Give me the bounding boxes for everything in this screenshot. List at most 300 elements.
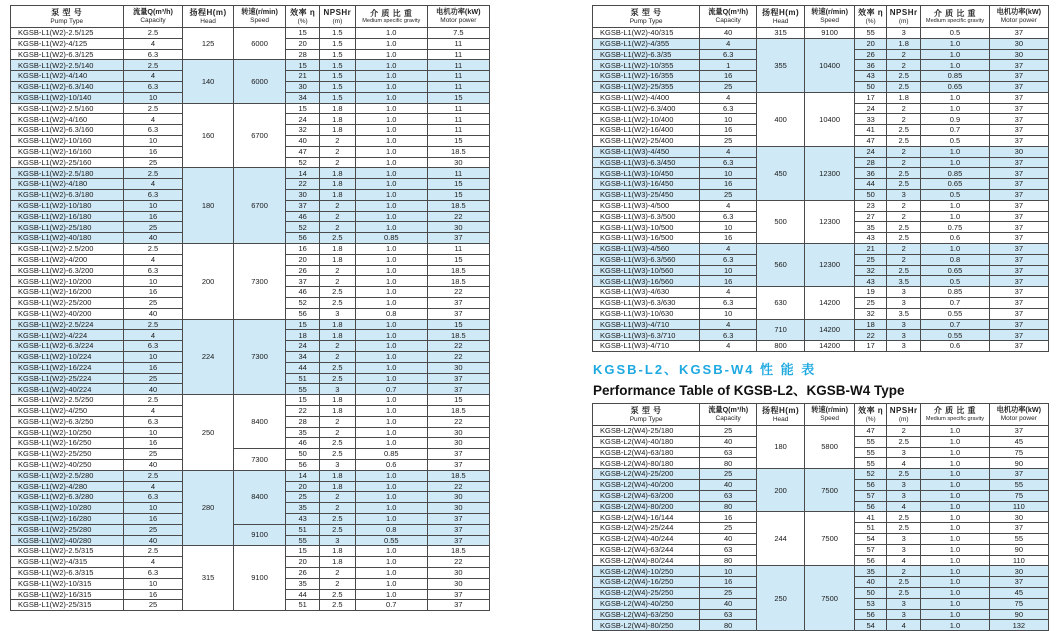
capacity-cell: 16 (700, 233, 757, 244)
efficiency-cell: 30 (286, 82, 320, 93)
speed-cell: 14200 (805, 287, 855, 319)
efficiency-cell: 35 (286, 427, 320, 438)
capacity-cell: 4 (700, 319, 757, 330)
head-cell: 250 (183, 395, 233, 471)
speed-cell: 12300 (805, 244, 855, 287)
gravity-cell: 1.0 (355, 503, 427, 514)
pump-type-cell: KGSB-L1(W3)-16/560 (593, 276, 700, 287)
pump-row (593, 38, 1049, 49)
power-cell: 30 (989, 146, 1048, 157)
efficiency-cell: 56 (855, 555, 887, 566)
pump-type-cell: KGSB-L2(W4)-40/180 (593, 436, 700, 447)
pump-type-cell: KGSB-L1(W3)-16/450 (593, 179, 700, 190)
npshr-cell: 2.5 (319, 513, 355, 524)
efficiency-cell: 20 (286, 481, 320, 492)
efficiency-cell: 36 (855, 168, 887, 179)
efficiency-cell: 52 (286, 297, 320, 308)
gravity-cell: 1.0 (355, 49, 427, 60)
pump-row (11, 449, 490, 460)
npshr-cell: 2 (319, 427, 355, 438)
power-cell: 18.5 (427, 276, 489, 287)
capacity-cell: 4 (123, 71, 183, 82)
pump-type-cell: KGSB-L1(W2)-6.3/250 (11, 416, 124, 427)
speed-cell: 12300 (805, 146, 855, 200)
npshr-cell: 2 (319, 222, 355, 233)
gravity-cell: 0.5 (921, 190, 989, 201)
gravity-cell: 0.85 (921, 168, 989, 179)
gravity-cell: 1.0 (355, 578, 427, 589)
capacity-cell: 16 (700, 71, 757, 82)
capacity-cell: 4 (123, 481, 183, 492)
pump-row (11, 470, 490, 481)
head-cell: 355 (757, 38, 805, 92)
efficiency-cell: 51 (855, 523, 887, 534)
pump-type-cell: KGSB-L1(W2)-4/224 (11, 330, 124, 341)
gravity-cell: 1.0 (355, 190, 427, 201)
power-cell: 30 (989, 512, 1048, 523)
npshr-cell: 3 (319, 308, 355, 319)
capacity-cell: 25 (123, 297, 183, 308)
pump-row (593, 92, 1049, 103)
pump-row (11, 319, 490, 330)
npshr-cell: 2 (319, 276, 355, 287)
pump-row (593, 287, 1049, 298)
efficiency-cell: 34 (286, 92, 320, 103)
pump-type-cell: KGSB-L1(W2)-16/200 (11, 287, 124, 298)
head-cell: 140 (183, 60, 233, 103)
capacity-cell: 16 (123, 211, 183, 222)
npshr-cell: 3 (319, 535, 355, 546)
column-header-capacity: 流量Q(m³/h) Capacity (700, 403, 757, 425)
power-cell: 37 (427, 373, 489, 384)
pump-type-cell: KGSB-L2(W4)-25/200 (593, 469, 700, 480)
gravity-cell: 0.55 (921, 330, 989, 341)
gravity-cell: 1.0 (355, 351, 427, 362)
npshr-cell: 2 (887, 157, 921, 168)
gravity-cell: 0.65 (921, 82, 989, 93)
capacity-cell: 6.3 (700, 330, 757, 341)
capacity-cell: 6.3 (123, 82, 183, 93)
power-cell: 37 (989, 523, 1048, 534)
pump-type-cell: KGSB-L1(W2)-25/224 (11, 373, 124, 384)
performance-table-l2-w4-table (592, 403, 1049, 631)
pump-type-cell: KGSB-L1(W2)-25/200 (11, 297, 124, 308)
npshr-cell: 1.5 (319, 38, 355, 49)
pump-type-cell: KGSB-L1(W2)-16/315 (11, 589, 124, 600)
pump-type-cell: KGSB-L2(W4)-40/250 (593, 598, 700, 609)
capacity-cell: 10 (700, 114, 757, 125)
npshr-cell: 3 (887, 609, 921, 620)
speed-cell: 7500 (805, 512, 855, 566)
power-cell: 15 (427, 179, 489, 190)
power-cell: 11 (427, 103, 489, 114)
npshr-cell: 3.5 (887, 276, 921, 287)
pump-type-cell: KGSB-L2(W4)-80/200 (593, 501, 700, 512)
gravity-cell: 1.0 (355, 470, 427, 481)
gravity-cell: 1.0 (355, 589, 427, 600)
column-header-speed: 转速(r/min) Speed (805, 403, 855, 425)
capacity-cell: 16 (700, 276, 757, 287)
efficiency-cell: 37 (286, 200, 320, 211)
efficiency-cell: 26 (855, 49, 887, 60)
npshr-cell: 2.5 (887, 82, 921, 93)
gravity-cell: 1.0 (355, 146, 427, 157)
pump-type-cell: KGSB-L1(W2)-10/315 (11, 578, 124, 589)
gravity-cell: 1.0 (921, 620, 989, 631)
gravity-cell: 1.0 (355, 125, 427, 136)
npshr-cell: 2.5 (887, 136, 921, 147)
npshr-cell: 2.5 (887, 179, 921, 190)
npshr-cell: 1.8 (319, 546, 355, 557)
npshr-cell: 2.5 (887, 222, 921, 233)
power-cell: 55 (989, 534, 1048, 545)
efficiency-cell: 46 (286, 287, 320, 298)
npshr-cell: 1.5 (319, 82, 355, 93)
pump-type-cell: KGSB-L1(W2)-10/224 (11, 351, 124, 362)
gravity-cell: 1.0 (355, 513, 427, 524)
capacity-cell: 10 (123, 351, 183, 362)
pump-type-cell: KGSB-L1(W2)-16/160 (11, 146, 124, 157)
efficiency-cell: 18 (286, 330, 320, 341)
capacity-cell: 6.3 (700, 49, 757, 60)
npshr-cell: 2.5 (319, 524, 355, 535)
capacity-cell: 40 (123, 233, 183, 244)
power-cell: 90 (989, 609, 1048, 620)
efficiency-cell: 34 (286, 351, 320, 362)
gravity-cell: 1.0 (355, 557, 427, 568)
gravity-cell: 0.85 (355, 449, 427, 460)
power-cell: 37 (427, 535, 489, 546)
capacity-cell: 4 (123, 557, 183, 568)
efficiency-cell: 20 (286, 38, 320, 49)
efficiency-cell: 47 (286, 146, 320, 157)
gravity-cell: 1.0 (921, 609, 989, 620)
efficiency-cell: 56 (286, 233, 320, 244)
pump-type-cell: KGSB-L1(W2)-10/140 (11, 92, 124, 103)
efficiency-cell: 56 (855, 609, 887, 620)
power-cell: 37 (989, 244, 1048, 255)
column-header-head: 扬程H(m) Head (757, 6, 805, 28)
power-cell: 37 (427, 600, 489, 611)
power-cell: 22 (427, 287, 489, 298)
gravity-cell: 1.0 (921, 49, 989, 60)
pump-type-cell: KGSB-L1(W2)-2.5/250 (11, 395, 124, 406)
power-cell: 11 (427, 71, 489, 82)
power-cell: 37 (989, 233, 1048, 244)
power-cell: 37 (989, 426, 1048, 437)
performance-table-l1-part1 (10, 5, 490, 611)
pump-type-cell: KGSB-L1(W3)-4/450 (593, 146, 700, 157)
power-cell: 37 (989, 92, 1048, 103)
power-cell: 75 (989, 447, 1048, 458)
efficiency-cell: 15 (286, 103, 320, 114)
pump-type-cell: KGSB-L1(W3)-10/630 (593, 308, 700, 319)
pump-type-cell: KGSB-L1(W2)-2.5/180 (11, 168, 124, 179)
pump-type-cell: KGSB-L1(W3)-6.3/560 (593, 254, 700, 265)
column-header-pump-type: 泵 型 号 Pump Type (593, 403, 700, 425)
power-cell: 37 (427, 524, 489, 535)
efficiency-cell: 14 (286, 168, 320, 179)
gravity-cell: 0.7 (921, 297, 989, 308)
power-cell: 15 (427, 92, 489, 103)
power-cell: 30 (427, 438, 489, 449)
pump-type-cell: KGSB-L2(W4)-80/250 (593, 620, 700, 631)
capacity-cell: 80 (700, 555, 757, 566)
gravity-cell: 1.0 (921, 436, 989, 447)
npshr-cell: 1.8 (319, 125, 355, 136)
efficiency-cell: 21 (855, 244, 887, 255)
pump-type-cell: KGSB-L1(W2)-2.5/200 (11, 244, 124, 255)
gravity-cell: 1.0 (355, 297, 427, 308)
efficiency-cell: 26 (286, 265, 320, 276)
head-cell: 315 (183, 546, 233, 611)
gravity-cell: 1.0 (355, 405, 427, 416)
speed-cell: 9100 (233, 524, 286, 546)
gravity-cell: 1.0 (355, 179, 427, 190)
capacity-cell: 80 (700, 620, 757, 631)
power-cell: 37 (989, 287, 1048, 298)
pump-row (593, 200, 1049, 211)
capacity-cell: 4 (123, 405, 183, 416)
capacity-cell: 6.3 (123, 416, 183, 427)
efficiency-cell: 22 (286, 179, 320, 190)
power-cell: 18.5 (427, 470, 489, 481)
capacity-cell: 40 (700, 534, 757, 545)
pump-type-cell: KGSB-L1(W3)-10/560 (593, 265, 700, 276)
gravity-cell: 0.7 (921, 125, 989, 136)
gravity-cell: 1.0 (921, 244, 989, 255)
pump-type-cell: KGSB-L1(W2)-40/180 (11, 233, 124, 244)
gravity-cell: 1.0 (355, 492, 427, 503)
capacity-cell: 25 (700, 469, 757, 480)
capacity-cell: 4 (700, 146, 757, 157)
efficiency-cell: 46 (286, 211, 320, 222)
power-cell: 37 (989, 60, 1048, 71)
capacity-cell: 25 (700, 190, 757, 201)
power-cell: 37 (989, 71, 1048, 82)
npshr-cell: 2 (319, 341, 355, 352)
efficiency-cell: 40 (855, 577, 887, 588)
npshr-cell: 1.8 (319, 481, 355, 492)
npshr-cell: 2 (887, 49, 921, 60)
gravity-cell: 1.0 (355, 92, 427, 103)
capacity-cell: 4 (700, 244, 757, 255)
gravity-cell: 1.0 (355, 103, 427, 114)
npshr-cell: 2.5 (887, 469, 921, 480)
gravity-cell: 1.0 (921, 523, 989, 534)
column-header-power: 电机功率(kW) Motor power (427, 6, 489, 28)
npshr-cell: 2.5 (319, 589, 355, 600)
power-cell: 37 (989, 28, 1048, 39)
npshr-cell: 2.5 (319, 600, 355, 611)
npshr-cell: 2.5 (887, 512, 921, 523)
capacity-cell: 4 (700, 341, 757, 352)
efficiency-cell: 24 (855, 103, 887, 114)
pump-type-cell: KGSB-L1(W2)-4/180 (11, 179, 124, 190)
pump-type-cell: KGSB-L1(W2)-4/140 (11, 71, 124, 82)
npshr-cell: 2.5 (319, 233, 355, 244)
gravity-cell: 0.55 (355, 535, 427, 546)
pump-type-cell: KGSB-L1(W2)-40/224 (11, 384, 124, 395)
npshr-cell: 4 (887, 620, 921, 631)
power-cell: 132 (989, 620, 1048, 631)
power-cell: 37 (989, 254, 1048, 265)
efficiency-cell: 24 (286, 341, 320, 352)
pump-type-cell: KGSB-L1(W2)-6.3/280 (11, 492, 124, 503)
gravity-cell: 1.0 (355, 330, 427, 341)
efficiency-cell: 20 (286, 254, 320, 265)
power-cell: 11 (427, 49, 489, 60)
capacity-cell: 10 (700, 308, 757, 319)
efficiency-cell: 27 (855, 211, 887, 222)
capacity-cell: 40 (123, 459, 183, 470)
npshr-cell: 2 (319, 351, 355, 362)
gravity-cell: 1.0 (355, 244, 427, 255)
power-cell: 22 (427, 351, 489, 362)
capacity-cell: 25 (700, 426, 757, 437)
speed-cell: 9100 (233, 546, 286, 611)
efficiency-cell: 50 (855, 82, 887, 93)
capacity-cell: 10 (700, 566, 757, 577)
power-cell: 15 (427, 319, 489, 330)
capacity-cell: 16 (123, 513, 183, 524)
capacity-cell: 25 (123, 524, 183, 535)
column-header-power: 电机功率(kW) Motor power (989, 6, 1048, 28)
pump-type-cell: KGSB-L2(W4)-80/244 (593, 555, 700, 566)
efficiency-cell: 43 (855, 276, 887, 287)
gravity-cell: 1.0 (921, 587, 989, 598)
power-cell: 30 (989, 49, 1048, 60)
column-header-npshr: NPSHr (m) (887, 6, 921, 28)
gravity-cell: 1.0 (355, 38, 427, 49)
capacity-cell: 10 (123, 427, 183, 438)
power-cell: 30 (427, 492, 489, 503)
npshr-cell: 2.5 (319, 287, 355, 298)
capacity-cell: 25 (123, 157, 183, 168)
efficiency-cell: 24 (855, 146, 887, 157)
speed-cell: 8400 (233, 470, 286, 524)
gravity-cell: 1.0 (921, 544, 989, 555)
npshr-cell: 2 (319, 146, 355, 157)
gravity-cell: 0.5 (921, 136, 989, 147)
capacity-cell: 80 (700, 458, 757, 469)
capacity-cell: 4 (123, 330, 183, 341)
efficiency-cell: 56 (286, 459, 320, 470)
capacity-cell: 2.5 (123, 103, 183, 114)
gravity-cell: 1.0 (355, 481, 427, 492)
efficiency-cell: 21 (286, 71, 320, 82)
efficiency-cell: 47 (855, 136, 887, 147)
npshr-cell: 2.5 (887, 71, 921, 82)
speed-cell: 10400 (805, 92, 855, 146)
npshr-cell: 2 (887, 200, 921, 211)
npshr-cell: 2 (319, 416, 355, 427)
capacity-cell: 63 (700, 609, 757, 620)
npshr-cell: 2.5 (319, 449, 355, 460)
pump-type-cell: KGSB-L1(W3)-4/500 (593, 200, 700, 211)
efficiency-cell: 33 (855, 114, 887, 125)
gravity-cell: 1.0 (355, 276, 427, 287)
npshr-cell: 3 (887, 28, 921, 39)
power-cell: 37 (989, 157, 1048, 168)
npshr-cell: 1.8 (319, 557, 355, 568)
pump-type-cell: KGSB-L1(W2)-25/315 (11, 600, 124, 611)
speed-cell: 10400 (805, 38, 855, 92)
pump-row (593, 566, 1049, 577)
pump-type-cell: KGSB-L1(W2)-16/224 (11, 362, 124, 373)
npshr-cell: 3.5 (887, 308, 921, 319)
pump-type-cell: KGSB-L1(W2)-6.3/125 (11, 49, 124, 60)
capacity-cell: 25 (123, 373, 183, 384)
efficiency-cell: 35 (855, 566, 887, 577)
efficiency-cell: 54 (855, 534, 887, 545)
npshr-cell: 3 (887, 190, 921, 201)
column-header-gravity: 介 质 比 重 Medium specific gravity (921, 6, 989, 28)
npshr-cell: 3 (887, 447, 921, 458)
pump-type-cell: KGSB-L1(W2)-16/180 (11, 211, 124, 222)
capacity-cell: 16 (123, 287, 183, 298)
power-cell: 37 (989, 577, 1048, 588)
capacity-cell: 10 (123, 276, 183, 287)
efficiency-cell: 28 (286, 416, 320, 427)
pump-type-cell: KGSB-L1(W2)-2.5/315 (11, 546, 124, 557)
speed-cell: 7300 (233, 319, 286, 395)
pump-type-cell: KGSB-L1(W2)-40/200 (11, 308, 124, 319)
efficiency-cell: 55 (286, 384, 320, 395)
power-cell: 30 (427, 157, 489, 168)
gravity-cell: 1.0 (355, 546, 427, 557)
npshr-cell: 3 (887, 330, 921, 341)
efficiency-cell: 52 (855, 469, 887, 480)
capacity-cell: 6.3 (700, 254, 757, 265)
pump-type-cell: KGSB-L1(W3)-6.3/710 (593, 330, 700, 341)
gravity-cell: 1.0 (355, 416, 427, 427)
head-cell: 630 (757, 287, 805, 319)
pump-type-cell: KGSB-L1(W2)-25/160 (11, 157, 124, 168)
efficiency-cell: 50 (286, 449, 320, 460)
gravity-cell: 0.8 (355, 308, 427, 319)
pump-type-cell: KGSB-L1(W2)-4/250 (11, 405, 124, 416)
npshr-cell: 1.8 (319, 254, 355, 265)
power-cell: 15 (427, 254, 489, 265)
npshr-cell: 2 (887, 254, 921, 265)
pump-row (593, 426, 1049, 437)
power-cell: 30 (427, 567, 489, 578)
npshr-cell: 2.5 (319, 362, 355, 373)
gravity-cell: 1.0 (355, 82, 427, 93)
capacity-cell: 2.5 (123, 395, 183, 406)
gravity-cell: 1.0 (355, 362, 427, 373)
performance-table-l2-w4 (592, 403, 1049, 631)
pump-type-cell: KGSB-L2(W4)-63/250 (593, 609, 700, 620)
capacity-cell: 10 (700, 168, 757, 179)
power-cell: 37 (427, 297, 489, 308)
power-cell: 7.5 (427, 28, 489, 39)
pump-type-cell: KGSB-L1(W3)-10/450 (593, 168, 700, 179)
gravity-cell: 0.6 (921, 341, 989, 352)
pump-type-cell: KGSB-L1(W2)-10/160 (11, 136, 124, 147)
npshr-cell: 4 (887, 501, 921, 512)
efficiency-cell: 54 (855, 620, 887, 631)
head-cell: 160 (183, 103, 233, 168)
pump-type-cell: KGSB-L2(W4)-40/244 (593, 534, 700, 545)
power-cell: 11 (427, 244, 489, 255)
efficiency-cell: 50 (855, 190, 887, 201)
efficiency-cell: 55 (855, 458, 887, 469)
pump-type-cell: KGSB-L2(W4)-63/244 (593, 544, 700, 555)
speed-cell: 12300 (805, 200, 855, 243)
capacity-cell: 6.3 (123, 492, 183, 503)
